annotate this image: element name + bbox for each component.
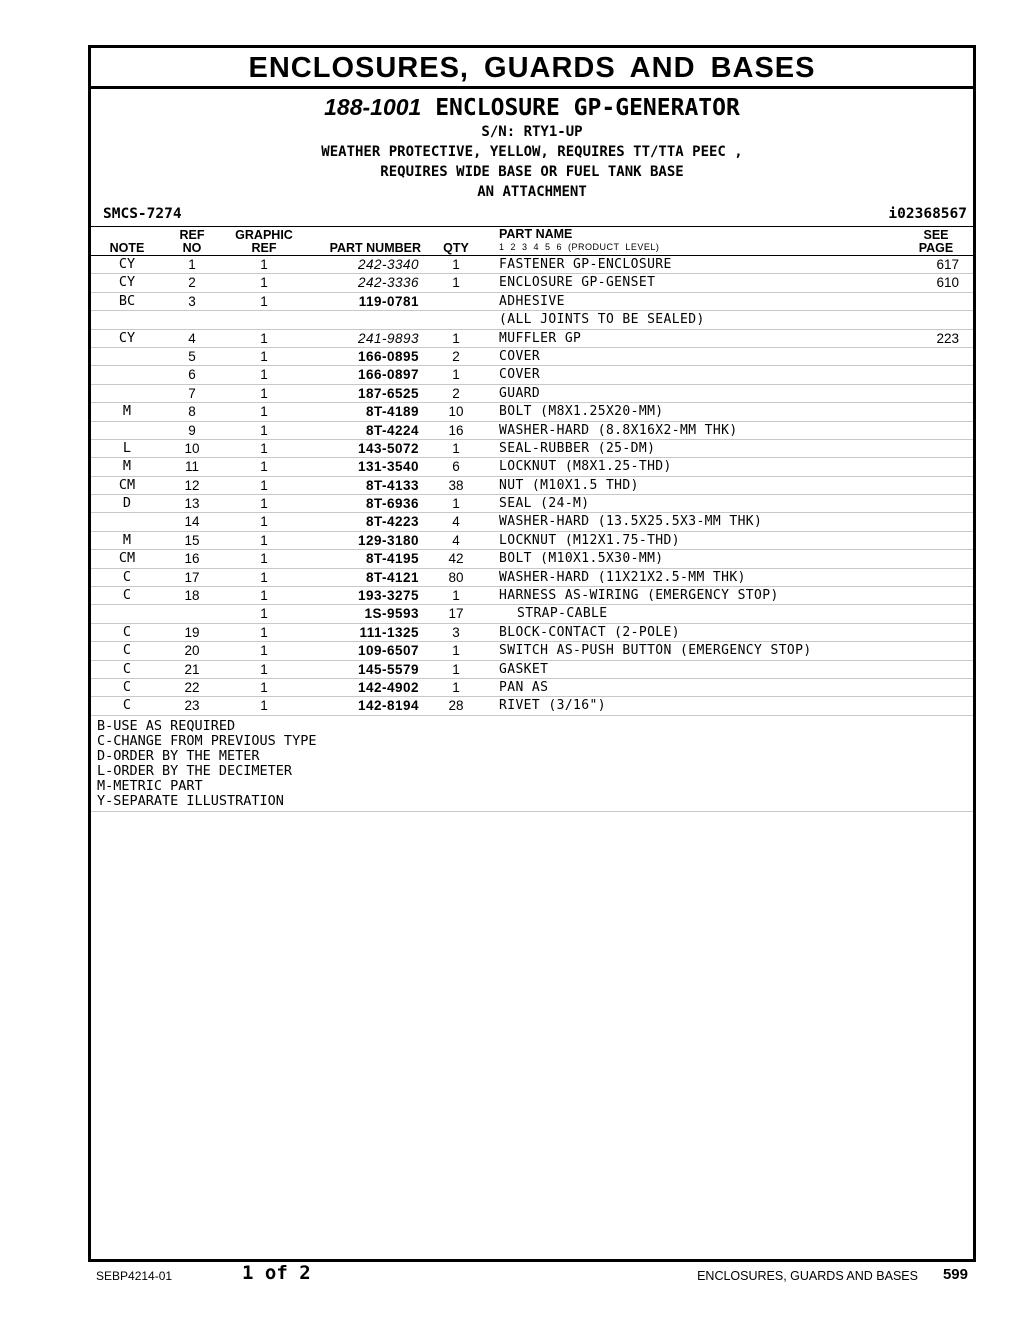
part-name-cell: RIVET (3/16") [499,698,606,714]
note-cell: CY [118,329,136,346]
table-row [91,274,973,292]
notes-legend [91,716,973,812]
qty-cell: 1 [452,643,460,659]
note-cell: C [122,568,132,585]
parts-list [91,256,973,716]
part-name-cell: COVER [499,367,541,383]
graphic-ref-cell: 1 [260,679,268,695]
group-part-number: 188-1001 [324,94,422,120]
ref-no-cell: 21 [184,661,200,677]
col-note: NOTE [109,241,145,255]
table-row [91,440,973,458]
doc-number: SEBP4214-01 [96,1269,173,1283]
group-title [91,94,973,122]
part-name-cell: LOCKNUT (M8X1.25-THD) [499,459,672,475]
qty-cell: 38 [448,477,464,493]
ref-no-cell: 10 [184,440,200,456]
part-number-cell: 145-5579 [357,661,419,677]
part-name-cell: ENCLOSURE GP-GENSET [499,275,656,291]
smcs-code: SMCS-7274 [103,206,182,222]
table-row [91,624,973,642]
part-number-cell: 8T-4224 [365,422,419,438]
graphic-ref-cell: 1 [260,624,268,640]
table-row [91,495,973,513]
graphic-ref-cell: 1 [260,367,268,383]
qty-cell: 1 [452,330,460,346]
ref-no-cell: 17 [184,569,200,585]
page-frame [88,45,976,1262]
group-desc-line: REQUIRES WIDE BASE OR FUEL TANK BASE [380,164,684,180]
table-row [91,385,973,403]
part-number-cell: 166-0897 [357,367,419,383]
col-part-number: PART NUMBER [329,241,421,255]
part-number-cell: 129-3180 [357,532,419,548]
note-line: B-USE AS REQUIRED [97,717,236,734]
col-see-page: SEE PAGE [918,228,954,255]
part-number-cell: 187-6525 [357,385,419,401]
qty-cell: 4 [452,514,460,530]
qty-cell: 1 [452,496,460,512]
qty-cell: 1 [452,588,460,604]
note-line: Y-SEPARATE ILLUSTRATION [97,792,284,809]
ref-no-cell: 14 [184,514,200,530]
qty-cell: 2 [452,348,460,364]
part-name-cell: SEAL-RUBBER (25-DM) [499,440,656,456]
note-line: D-ORDER BY THE METER [97,747,260,764]
table-row [91,366,973,384]
part-name-cell: MUFFLER GP [499,330,582,346]
table-row [91,513,973,531]
table-row [91,679,973,697]
graphic-ref-cell: 1 [260,293,268,309]
part-name-cell: WASHER-HARD (8.8X16X2-MM THK) [499,422,738,438]
column-headers [91,227,973,256]
table-row [91,348,973,366]
qty-cell: 6 [452,459,460,475]
ref-no-cell: 13 [184,496,200,512]
ref-no-cell: 18 [184,588,200,604]
qty-cell: 1 [452,661,460,677]
page-footer [0,1262,1020,1292]
part-number-cell: 8T-4189 [365,404,419,420]
part-name-cell: SEAL (24-M) [499,496,590,512]
qty-cell: 1 [452,367,460,383]
qty-cell: 4 [452,532,460,548]
ref-no-cell: 7 [188,385,196,401]
part-number-cell: 241-9893 [357,330,419,346]
note-cell: C [122,587,132,604]
group-header [91,94,973,202]
graphic-ref-cell: 1 [260,385,268,401]
part-name-cell: (ALL JOINTS TO BE SEALED) [499,312,705,328]
group-name: ENCLOSURE GP-GENERATOR [435,95,740,121]
serial-range: S/N: RTY1-UP [481,124,583,140]
qty-cell: 1 [452,257,460,272]
note-cell: L [122,439,132,456]
part-number-cell: 166-0895 [357,348,419,364]
part-name-cell: BOLT (M10X1.5X30-MM) [499,551,664,567]
part-name-cell: BOLT (M8X1.25X20-MM) [499,404,664,420]
part-number-cell: 142-4902 [357,679,419,695]
graphic-ref-cell: 1 [260,551,268,567]
part-number-cell: 143-5072 [357,440,419,456]
ref-no-cell: 5 [188,348,196,364]
qty-cell: 1 [452,679,460,695]
col-ref-no: REF NO [179,228,205,255]
graphic-ref-cell: 1 [260,422,268,438]
part-name-cell: WASHER-HARD (13.5X25.5X3-MM THK) [499,514,763,530]
graphic-ref-cell: 1 [260,404,268,420]
ref-no-cell: 15 [184,532,200,548]
graphic-ref-cell: 1 [260,330,268,346]
note-cell: M [122,531,132,548]
part-name-cell: SWITCH AS-PUSH BUTTON (EMERGENCY STOP) [499,643,812,659]
part-number-cell: 8T-6936 [365,496,419,512]
graphic-ref-cell: 1 [260,532,268,548]
note-cell: C [122,642,132,659]
ref-no-cell: 2 [188,275,196,291]
qty-cell: 16 [448,422,464,438]
table-row [91,256,973,274]
part-name-cell: WASHER-HARD (11X21X2.5-MM THK) [499,569,746,585]
qty-cell: 1 [452,275,460,291]
table-row [91,458,973,476]
graphic-ref-cell: 1 [260,569,268,585]
ref-no-cell: 23 [184,698,200,714]
part-number-cell: 242-3336 [357,275,419,291]
part-name-cell: COVER [499,348,541,364]
section-title: ENCLOSURES, GUARDS AND BASES [91,48,973,89]
note-cell: BC [118,292,136,309]
ref-no-cell: 6 [188,367,196,383]
part-name-cell: NUT (M10X1.5 THD) [499,477,639,493]
ref-no-cell: 12 [184,477,200,493]
graphic-ref-cell: 1 [260,496,268,512]
part-name-cell: GASKET [499,661,549,677]
part-number-cell: 119-0781 [358,293,419,309]
part-number-cell: 8T-4223 [365,514,419,530]
illustration-id: i02368567 [888,206,967,222]
qty-cell: 1 [452,440,460,456]
table-row [91,697,973,715]
ref-no-cell: 4 [188,330,196,346]
note-cell: CY [118,256,136,272]
note-cell: CM [118,550,136,567]
table-row [91,550,973,568]
group-desc-line: AN ATTACHMENT [477,184,587,200]
note-cell: C [122,678,132,695]
col-part-name: PART NAME [499,227,573,241]
part-name-cell: LOCKNUT (M12X1.75-THD) [499,532,680,548]
col-product-level: 1 2 3 4 5 6 (PRODUCT LEVEL) [499,242,660,252]
see-page-cell: 617 [936,257,959,272]
graphic-ref-cell: 1 [260,661,268,677]
ref-no-cell: 22 [184,679,200,695]
note-line: M-METRIC PART [97,777,203,794]
qty-cell: 80 [448,569,464,585]
note-cell: CY [118,274,136,291]
table-row [91,403,973,421]
ref-no-cell: 3 [188,293,196,309]
ref-no-cell: 20 [184,643,200,659]
part-name-cell: GUARD [499,385,541,401]
qty-cell: 10 [448,404,464,420]
note-line: L-ORDER BY THE DECIMETER [97,762,293,779]
part-number-cell: 8T-4121 [365,569,419,585]
qty-cell: 17 [448,606,464,622]
part-number-cell: 8T-4133 [365,477,419,493]
part-number-cell: 142-8194 [357,698,419,714]
graphic-ref-cell: 1 [260,606,268,622]
part-number-cell: 1S-9593 [364,606,419,622]
table-row [91,330,973,348]
note-cell: CM [118,476,136,493]
graphic-ref-cell: 1 [260,698,268,714]
table-row [91,311,973,329]
part-number-cell: 111-1325 [359,624,419,640]
page-number: 599 [942,1266,968,1283]
part-number-cell: 8T-4195 [365,551,419,567]
part-number-cell: 109-6507 [357,643,419,659]
ref-no-cell: 1 [188,257,196,272]
note-cell: C [122,623,132,640]
part-name-cell: HARNESS AS-WIRING (EMERGENCY STOP) [499,588,779,604]
ref-no-cell: 9 [188,422,196,438]
see-page-cell: 223 [936,330,959,346]
col-qty: QTY [443,241,469,255]
ref-no-cell: 11 [184,459,199,475]
graphic-ref-cell: 1 [260,514,268,530]
part-name-cell: BLOCK-CONTACT (2-POLE) [499,624,680,640]
table-row [91,642,973,660]
graphic-ref-cell: 1 [260,643,268,659]
note-line: C-CHANGE FROM PREVIOUS TYPE [97,732,317,749]
ref-no-cell: 19 [184,624,200,640]
part-number-cell: 131-3540 [357,459,419,475]
note-cell: M [122,403,132,420]
graphic-ref-cell: 1 [260,477,268,493]
table-row [91,569,973,587]
qty-cell: 2 [452,385,460,401]
part-number-cell: 242-3340 [357,257,419,272]
note-cell: M [122,458,132,475]
graphic-ref-cell: 1 [260,275,268,291]
see-page-cell: 610 [936,275,959,291]
graphic-ref-cell: 1 [260,440,268,456]
part-name-cell: FASTENER GP-ENCLOSURE [499,257,672,272]
table-row [91,661,973,679]
page-of: 1 of 2 [242,1262,311,1284]
note-cell: D [122,495,132,512]
note-cell: C [122,660,132,677]
table-row [91,587,973,605]
table-row [91,532,973,550]
graphic-ref-cell: 1 [260,588,268,604]
part-name-cell: PAN AS [499,679,549,695]
smcs-row [91,204,973,227]
part-name-cell: ADHESIVE [499,293,565,309]
table-row [91,477,973,495]
group-desc-line: WEATHER PROTECTIVE, YELLOW, REQUIRES TT/TTA PEEC , [321,144,743,160]
qty-cell: 42 [448,551,464,567]
graphic-ref-cell: 1 [260,348,268,364]
qty-cell: 28 [448,698,464,714]
footer-section: ENCLOSURES, GUARDS AND BASES [697,1269,918,1283]
part-name-cell: STRAP-CABLE [517,606,608,622]
ref-no-cell: 8 [188,404,196,420]
ref-no-cell: 16 [184,551,200,567]
graphic-ref-cell: 1 [260,459,268,475]
table-row [91,293,973,311]
table-row [91,605,973,623]
table-row [91,422,973,440]
part-number-cell: 193-3275 [357,588,419,604]
col-graphic-ref: GRAPHIC REF [235,228,293,255]
graphic-ref-cell: 1 [260,257,268,272]
note-cell: C [122,697,132,714]
qty-cell: 3 [452,624,460,640]
